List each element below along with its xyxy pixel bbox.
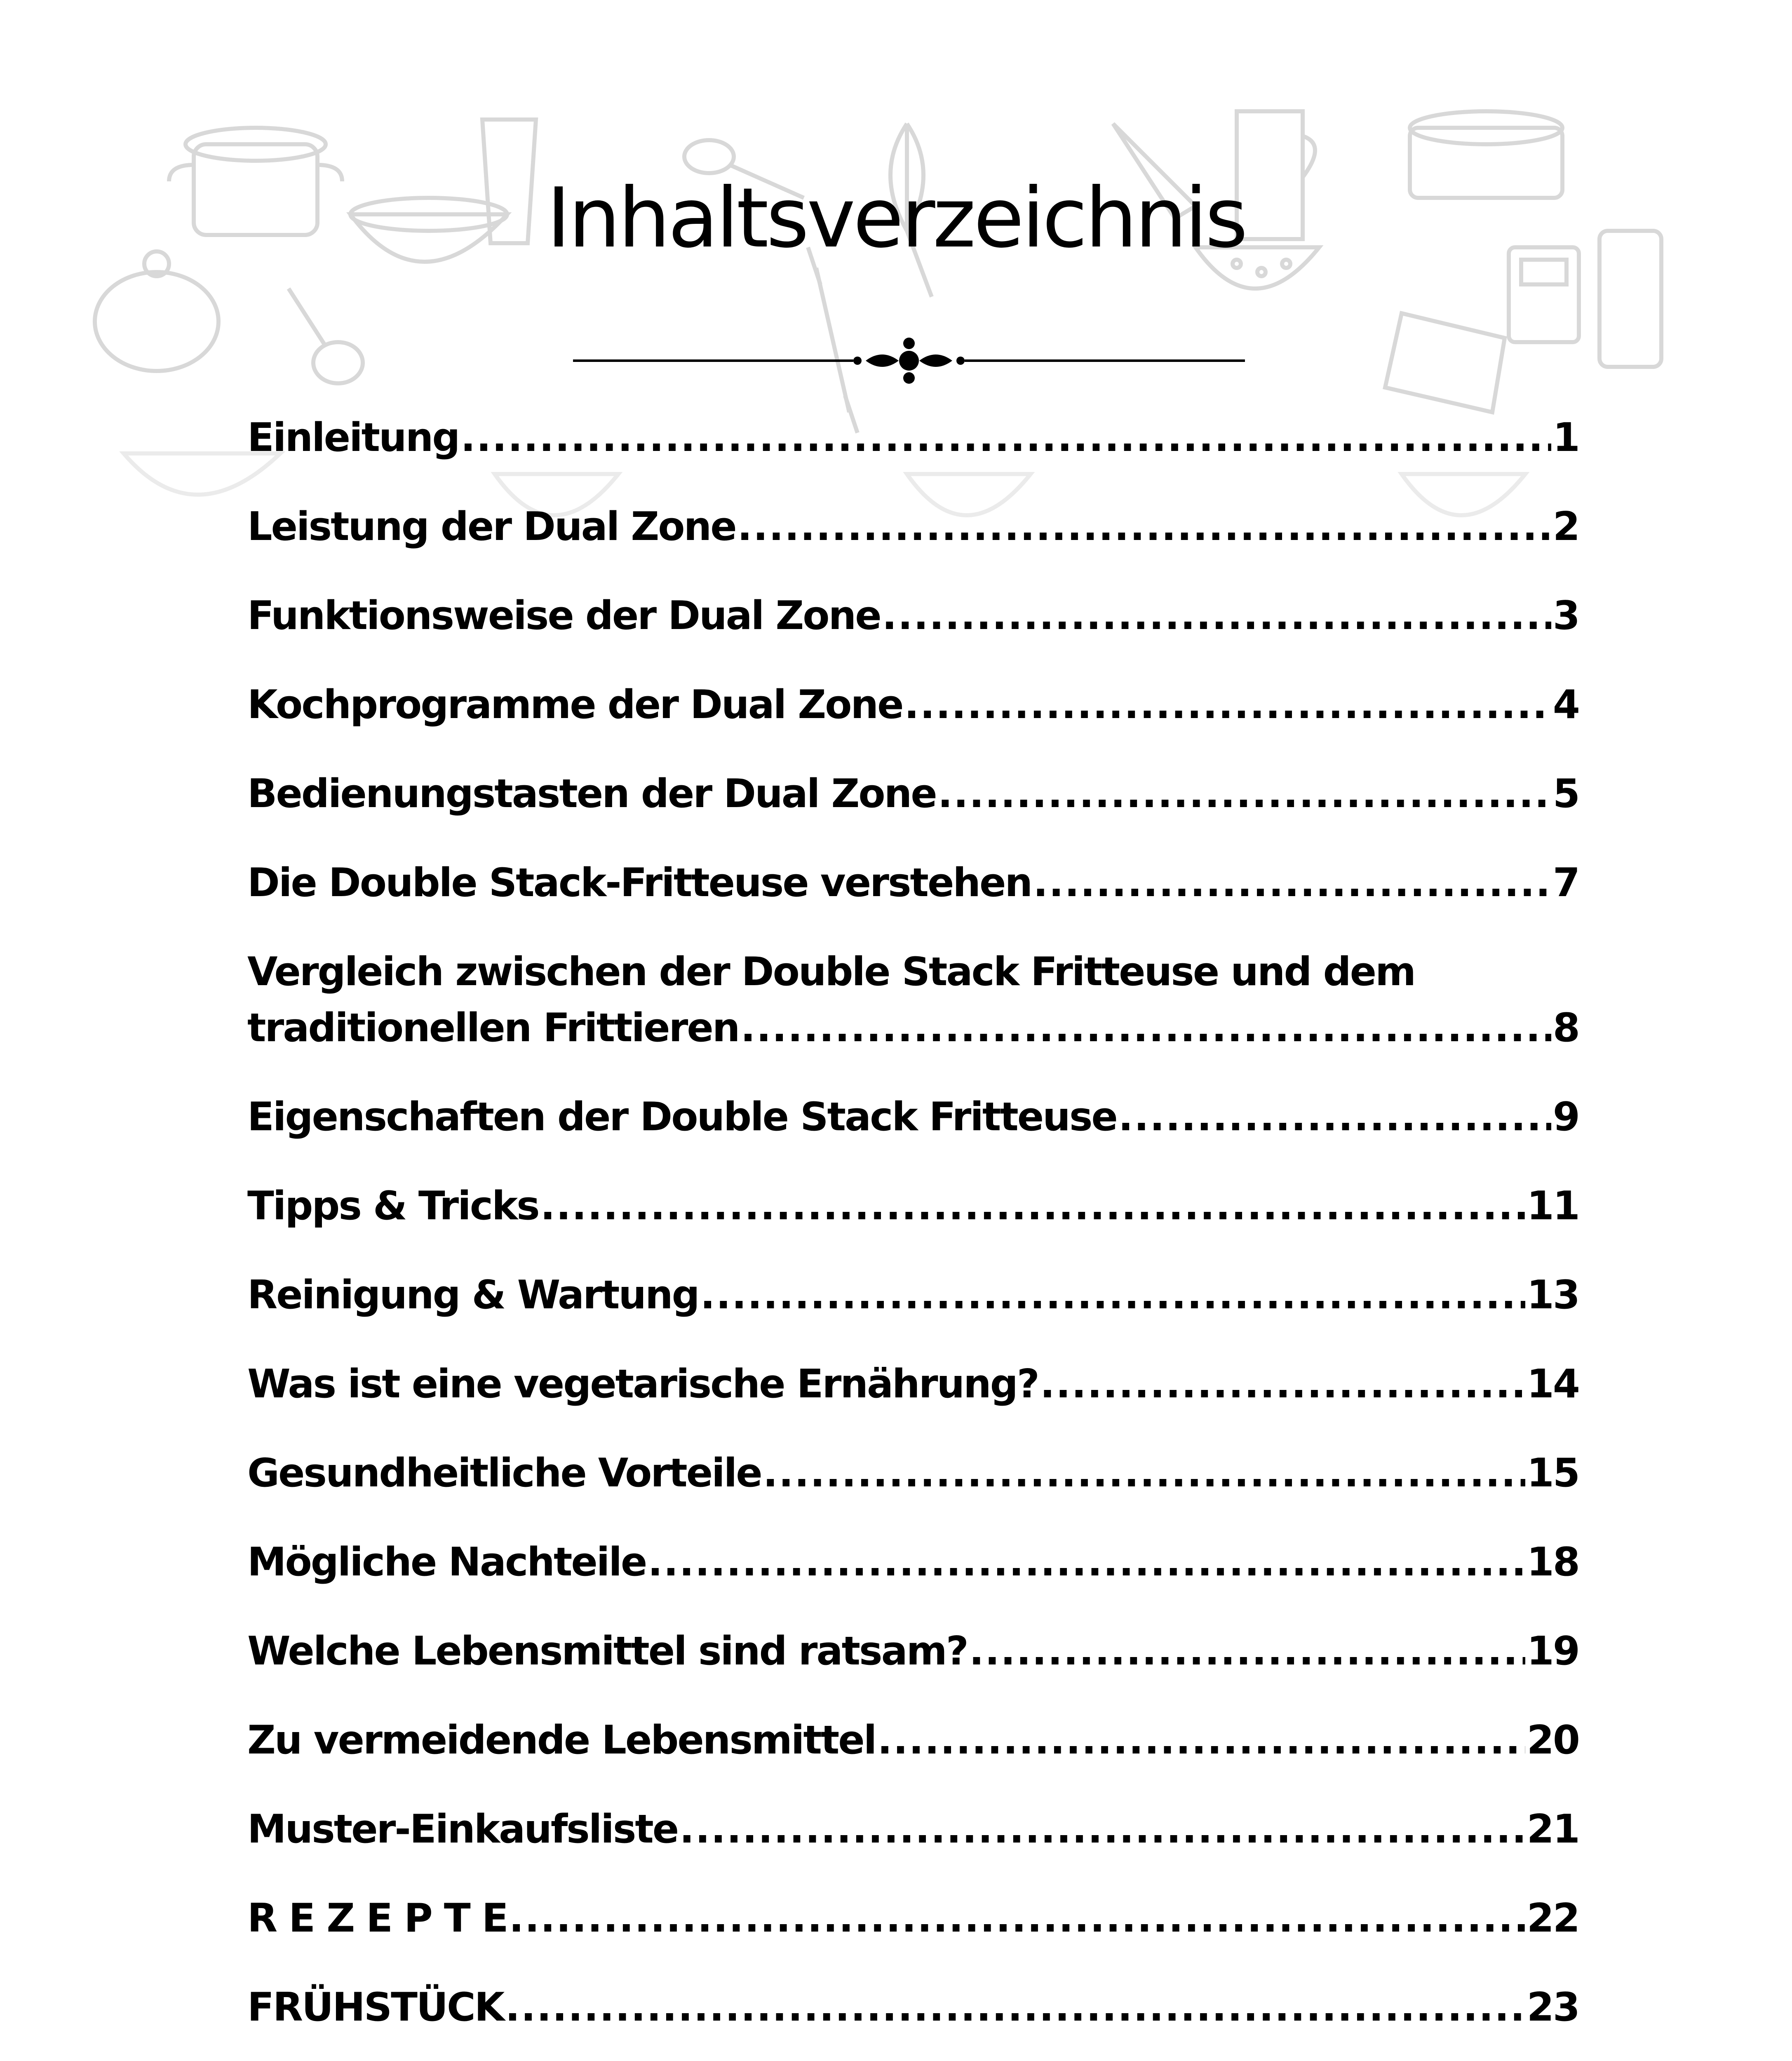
toc-page-number: 4 (1552, 682, 1579, 728)
toc-page-number: 7 (1552, 860, 1579, 906)
toc-entry[interactable] (247, 1267, 1579, 1323)
teapot-icon (95, 251, 218, 371)
toc-entry-title: Muster-Einkaufsliste (247, 1807, 678, 1852)
dot-leader (509, 1890, 1525, 1946)
dot-leader (540, 1178, 1525, 1234)
toc-entry[interactable] (247, 1356, 1579, 1412)
toc-page-number: 8 (1552, 1005, 1579, 1051)
toc-entry-title: Leistung der Dual Zone (247, 504, 736, 549)
toc-page-number: 20 (1527, 1718, 1579, 1763)
dot-leader (1033, 855, 1551, 911)
toc-entry[interactable] (247, 1089, 1579, 1145)
dot-leader (1040, 1356, 1525, 1412)
dot-leader (679, 1801, 1525, 1857)
toc-entry-title: Einleitung (247, 415, 459, 460)
toc-entry-title: Was ist eine vegetarische Ernährung? (247, 1361, 1038, 1407)
toc-page-number: 9 (1552, 1094, 1579, 1140)
toc-page-number: 2 (1552, 504, 1579, 549)
toc-page-number: 5 (1552, 771, 1579, 817)
dot-leader (969, 1623, 1525, 1679)
toc-page-number: 22 (1527, 1896, 1579, 1941)
toc-entry-title-line1: Vergleich zwischen der Double Stack Fritteuse und dem (247, 949, 1415, 995)
toc-entry-title: Eigenschaften der Double Stack Fritteuse (247, 1094, 1117, 1140)
toc-entry-title: Funktionsweise der Dual Zone (247, 593, 881, 638)
dot-leader (505, 1979, 1525, 2035)
title-divider-ornament (573, 336, 1245, 385)
dot-leader (460, 410, 1551, 466)
toc-page-number: 13 (1527, 1272, 1579, 1318)
toc-entry-title: Zu vermeidende Lebensmittel (247, 1718, 876, 1763)
toc-page-number: 1 (1552, 415, 1579, 460)
toc-entry[interactable] (247, 1445, 1579, 1501)
dot-leader (882, 588, 1551, 644)
dot-leader (648, 1534, 1525, 1590)
dot-leader (904, 677, 1551, 733)
toc-entry[interactable] (247, 855, 1579, 911)
toc-entry-title: Reinigung & Wartung (247, 1272, 699, 1318)
towel-icon (1385, 313, 1505, 412)
toc-entry-title: Bedienungstasten der Dual Zone (247, 771, 936, 817)
toc-page-number: 21 (1527, 1807, 1579, 1852)
toc-page-number: 3 (1552, 593, 1579, 638)
dot-leader (763, 1445, 1525, 1501)
toc-page-number: 18 (1527, 1540, 1579, 1585)
toc-page-number: 11 (1527, 1183, 1579, 1229)
toc-page-number: 23 (1527, 1985, 1579, 2030)
toc-page-number: 14 (1527, 1361, 1579, 1407)
toc-entry[interactable] (247, 1801, 1579, 1857)
dot-leader (877, 1712, 1525, 1768)
toc-entry-title: traditionellen Frittieren (247, 1005, 739, 1051)
toc-entry-title: R E Z E P T E (247, 1896, 507, 1941)
toc-entry[interactable] (247, 944, 1579, 1056)
dot-leader (938, 766, 1551, 822)
toc-entry[interactable] (247, 588, 1579, 644)
toc-page-number: 19 (1527, 1629, 1579, 1674)
page-title: Inhaltsverzeichnis (546, 170, 1246, 266)
toc-entry[interactable] (247, 410, 1579, 466)
toc-entry-title: Kochprogramme der Dual Zone (247, 682, 903, 728)
dot-leader (740, 1000, 1551, 1056)
toc-entry-title: Welche Lebensmittel sind ratsam? (247, 1629, 968, 1674)
toc-entry-title: Gesundheitliche Vorteile (247, 1451, 761, 1496)
toc-entry[interactable] (247, 1712, 1579, 1768)
toc-entry[interactable] (247, 766, 1579, 822)
toc-entry[interactable] (247, 499, 1579, 555)
ladle-icon (289, 289, 363, 383)
toc-entry[interactable] (247, 1178, 1579, 1234)
dot-leader (737, 499, 1551, 555)
toc-entry[interactable] (247, 677, 1579, 733)
toc-entry[interactable] (247, 1534, 1579, 1590)
dot-leader (1118, 1089, 1551, 1145)
toc-entry-title: FRÜHSTÜCK (247, 1985, 504, 2030)
toc-entry-title: Tipps & Tricks (247, 1183, 539, 1229)
toc-entry[interactable] (247, 1979, 1579, 2035)
toc-entry-title: Mögliche Nachteile (247, 1540, 646, 1585)
toc-entry[interactable] (247, 1623, 1579, 1679)
toc-page-number: 15 (1527, 1451, 1579, 1496)
dot-leader (700, 1267, 1525, 1323)
toc-entry-title: Die Double Stack-Fritteuse verstehen (247, 860, 1032, 906)
toc-entry[interactable] (247, 1890, 1579, 1946)
